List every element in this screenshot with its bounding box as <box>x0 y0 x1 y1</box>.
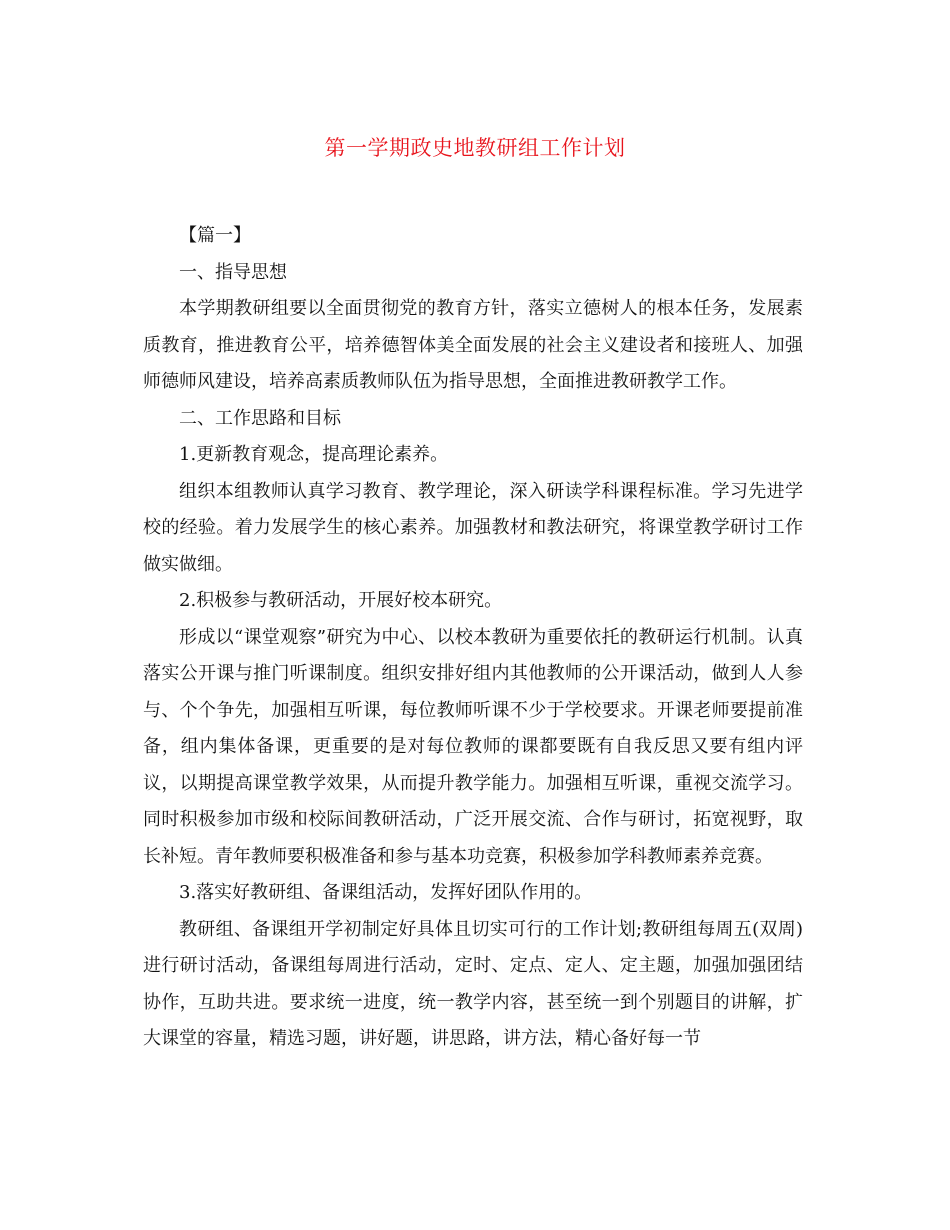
heading-work-ideas: 二、工作思路和目标 <box>179 407 341 429</box>
document-title: 第一学期政史地教研组工作计划 <box>324 136 626 160</box>
subheading-3: 3.落实好教研组、备课组活动，发挥好团队作用的。 <box>179 882 593 903</box>
paragraph-2: 形成以“课堂观察”研究为中心、以校本教研为重要依托的教研运行机制。认真落实公开课与推门听课制度。组织安排好组内其他教师的公开课活动，做到人人参与、个个争先，加强相互听课，每位教师听课不少于学校要求。开课老师要提前准备，组内集体备课，更重要的是对每位教师的课都要既有自我反思又要有组内评议，以期提高课堂教学效果，从而提升教学能力。加强相互听课，重视交流学习。同时积极参加市级和校际间教研活动，广泛开展交流、合作与研讨，拓宽视野，取长补短。青年教师要积极准备和参与基本功竞赛，积极参加学科教师素养竞赛。 <box>143 626 803 867</box>
document-body <box>143 218 803 1058</box>
paragraph-1: 组织本组教师认真学习教育、教学理论，深入研读学科课程标准。学习先进学校的经验。着力发展学生的核心素养。加强教材和教法研究，将课堂教学研讨工作做实做细。 <box>143 480 803 575</box>
section-label: 【篇一】 <box>179 225 251 246</box>
paragraph-guiding-ideology: 本学期教研组要以全面贯彻党的教育方针，落实立德树人的根本任务，发展素质教育，推进教育公平，培养德智体美全面发展的社会主义建设者和接班人、加强师德师风建设，培养高素质教师队伍为指导思想，全面推进教研教学工作。 <box>143 298 803 392</box>
heading-guiding-ideology: 一、指导思想 <box>179 261 287 283</box>
subheading-1: 1.更新教育观念，提高理论素养。 <box>179 444 449 465</box>
paragraph-3: 教研组、备课组开学初制定好具体且切实可行的工作计划;教研组每周五(双周)进行研讨活动，备课组每周进行活动，定时、定点、定人、定主题，加强加强团结协作，互助共进。要求统一进度，统一教学内容，甚至统一到个别题目的讲解，扩大课堂的容量，精选习题，讲好题，讲思路，讲方法，精心备好每一节 <box>143 918 803 1049</box>
subheading-2: 2.积极参与教研活动，开展好校本研究。 <box>179 590 503 611</box>
